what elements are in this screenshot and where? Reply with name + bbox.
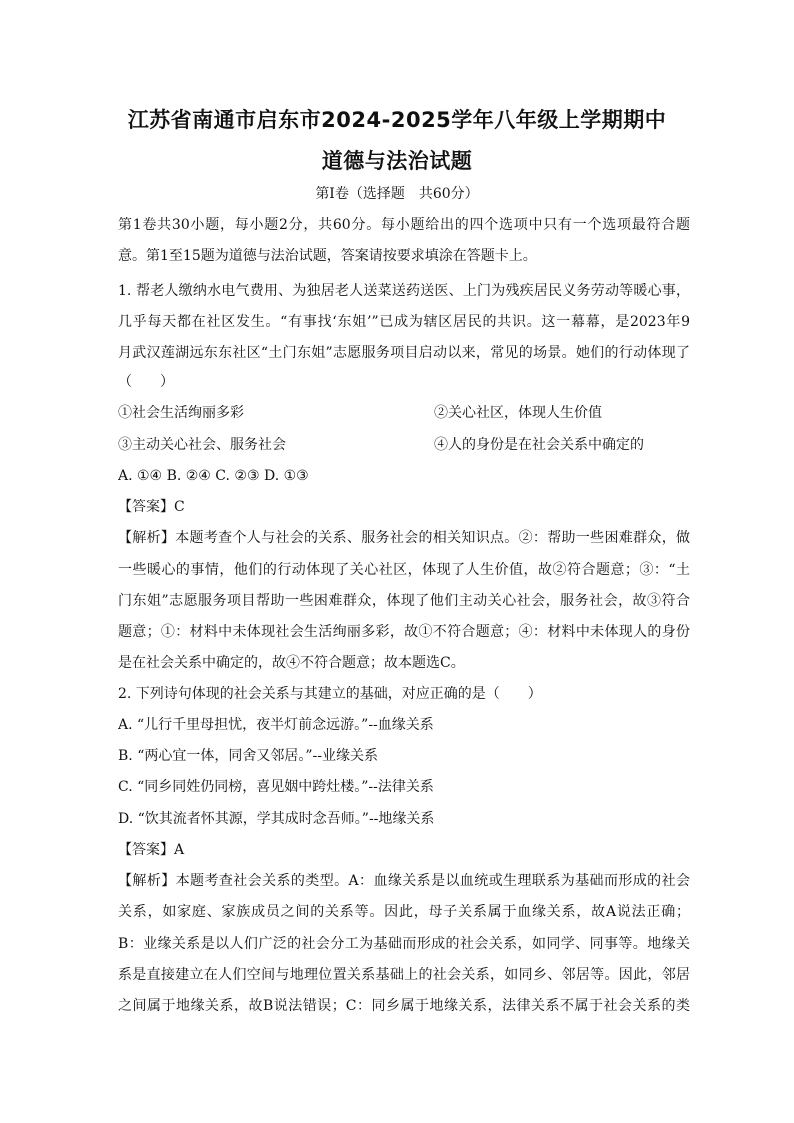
question-1-blank: （ ） (118, 374, 174, 390)
question-2-option-d: D. “饮其流者怀其源，学其成时念吾师。”--地缘关系 (118, 811, 435, 827)
question-2-analysis: 【解析】本题考查社会关系的类型。A：血缘关系是以血统或生理联系为基础而形成的社会 (118, 873, 690, 889)
question-1-analysis: 门东姐”志愿服务项目帮助一些困难群众，体现了他们主动关心社会，服务社会，故③符合 (118, 593, 690, 609)
question-1-options: A. ①④ B. ②④ C. ②③ D. ①③ (118, 468, 309, 484)
question-1-analysis: 是在社会关系中确定的，故④不符合题意；故本题选C。 (118, 655, 465, 671)
question-2-analysis: 之间属于地缘关系，故B说法错误；C：同乡属于地缘关系，法律关系不属于社会关系的类 (118, 998, 690, 1014)
document-subtitle: 道德与法治试题 (321, 149, 473, 173)
intro-line: 意。第1至15题为道德与法治试题，答案请按要求填涂在答题卡上。 (118, 248, 537, 264)
question-1-analysis: 【解析】本题考查个人与社会的关系、服务社会的相关知识点。②：帮助一些困难群众，做 (118, 530, 690, 546)
section-heading: 第Ⅰ卷（选择题 共60分） (315, 186, 479, 202)
question-2-stem: 2. 下列诗句体现的社会关系与其建立的基础，对应正确的是（ ） (118, 686, 542, 702)
question-1-answer: 【答案】C (118, 499, 185, 515)
statement-1: ①社会生活绚丽多彩 (118, 405, 244, 421)
document-title: 江苏省南通市启东市2024-2025学年八年级上学期期中 (127, 108, 667, 132)
question-1-statements (118, 435, 690, 455)
question-1-analysis: 题意；①：材料中未体现社会生活绚丽多彩，故①不符合题意；④：材料中未体现人的身份 (118, 624, 690, 640)
statement-3: ③主动关心社会、服务社会 (118, 437, 286, 453)
statement-2: ②关心社区，体现人生价值 (434, 405, 602, 421)
question-2-analysis: B：业缘关系是以人们广泛的社会分工为基础而形成的社会关系，如同学、同事等。地缘关 (118, 936, 690, 952)
question-1-stem: 月武汉莲湖远东东社区“土门东姐”志愿服务项目启动以来，常见的场景。她们的行动体现了 (118, 345, 690, 361)
question-2-option-b: B. “两心宜一体，同舍又邻居。”--业缘关系 (118, 748, 378, 764)
statement-4: ④人的身份是在社会关系中确定的 (434, 437, 644, 453)
question-1-stem: 几乎每天都在社区发生。“有事找‘东姐’”已成为辖区居民的共识。这一幕幕，是2023年9 (118, 314, 690, 330)
question-2-answer: 【答案】A (118, 842, 185, 858)
question-2-option-a: A. “儿行千里母担忧，夜半灯前念远游。”--血缘关系 (118, 717, 434, 733)
question-2-analysis: 关系，如家庭、家族成员之间的关系等。因此，母子关系属于血缘关系，故A说法正确； (118, 904, 690, 920)
question-2-option-c: C. “同乡同姓仍同榜，喜见姻中跨灶楼。”--法律关系 (118, 779, 434, 795)
question-1-stem: 1. 帮老人缴纳水电气费用、为独居老人送菜送药送医、上门为残疾居民义务劳动等暖心事， (118, 283, 690, 299)
intro-line: 第1卷共30小题，每小题2分，共60分。每小题给出的四个选项中只有一个选项最符合题 (118, 217, 690, 233)
question-1-analysis: 一些暖心的事情，他们的行动体现了关心社区，体现了人生价值，故②符合题意；③：“土 (118, 562, 690, 578)
question-2-analysis: 系是直接建立在人们空间与地理位置关系基础上的社会关系，如同乡、邻居等。因此，邻居 (118, 967, 690, 983)
question-1-statements (118, 403, 690, 423)
